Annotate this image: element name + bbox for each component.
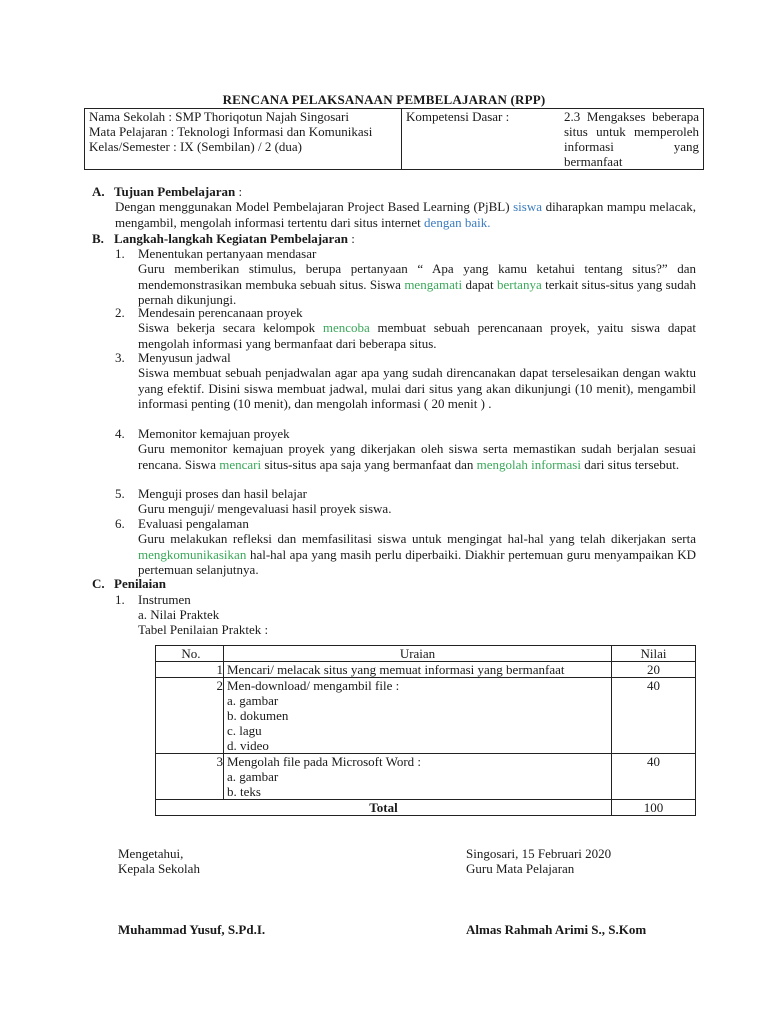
section-c-heading: C. Penilaian (92, 576, 167, 591)
row-number: 2 (156, 678, 224, 754)
headmaster-title: Kepala Sekolah (118, 861, 200, 876)
row-number: 1 (156, 662, 224, 678)
section-c-title: Penilaian (114, 576, 167, 591)
step-title: Menyusun jadwal (138, 350, 231, 365)
row-score: 20 (612, 662, 696, 678)
table-row (156, 662, 696, 678)
step-text: Guru memonitor kemajuan proyek yang dikerjakan oleh siswa serta memastikan sudah berjalan sesuai rencana. Siswa mencari situs-situs apa saja yang bermanfaat dan mengolah informasi dari situs tersebut. (138, 441, 696, 472)
step-number: 2. (115, 305, 125, 320)
highlight-mencoba: mencoba (322, 320, 370, 335)
subject-name: Mata Pelajaran : Teknologi Informasi dan Komunikasi (89, 124, 373, 139)
instrument-number: 1. (115, 592, 125, 607)
table-caption: Tabel Penilaian Praktek : (138, 622, 269, 637)
highlight-mengkomunikasikan: mengkomunikasikan (138, 546, 247, 562)
assessment-table (155, 645, 696, 816)
total-value: 100 (612, 800, 696, 816)
instrument-title: Instrumen (138, 592, 191, 607)
table-total-row (156, 800, 696, 816)
practice-score-label: a. Nilai Praktek (138, 607, 220, 622)
school-info-cell (85, 109, 402, 170)
acknowledged-label: Mengetahui, (118, 846, 184, 861)
table-row (156, 754, 696, 800)
step-title: Menguji proses dan hasil belajar (138, 486, 307, 501)
header-no: No. (156, 646, 224, 662)
step-title: Mendesain perencanaan proyek (138, 305, 303, 320)
table-row (156, 678, 696, 754)
row-description: Men-download/ mengambil file : a. gambar b. dokumen c. lagu d. video (224, 678, 612, 754)
step-text: Guru melakukan refleksi dan memfasilitasi siswa untuk mengingat hal-hal yang telah dikerjakan serta mengkomunikasikan hal-hal apa yang masih perlu diperbaiki. Diakhir pertemuan guru menyampaikan KD pertemuan selanjutnya. (138, 531, 696, 577)
section-a-title: Tujuan Pembelajaran (114, 184, 236, 199)
teacher-title: Guru Mata Pelajaran (466, 861, 575, 876)
highlight-dengan-baik: dengan baik. (424, 214, 491, 230)
step-number: 1. (115, 246, 125, 261)
school-name: Nama Sekolah : SMP Thoriqotun Najah Singosari (89, 109, 349, 124)
section-b-heading: B. Langkah-langkah Kegiatan Pembelajaran : (92, 231, 355, 246)
section-a-text: Dengan menggunakan Model Pembelajaran Project Based Learning (PjBL) siswa diharapkan mampu melacak, mengambil, mengolah informasi tertentu dari situs internet dengan baik. (115, 199, 696, 230)
section-b-title: Langkah-langkah Kegiatan Pembelajaran (114, 231, 349, 246)
table-header-row (156, 646, 696, 662)
section-a-heading: A. Tujuan Pembelajaran : (92, 184, 243, 199)
step-text: Siswa bekerja secara kelompok mencoba membuat sebuah perencanaan proyek, yaitu siswa dapat mengolah informasi yang bermanfaat dari beberapa situs. (138, 320, 696, 351)
header-table (84, 108, 704, 170)
step-number: 6. (115, 516, 125, 531)
highlight-mencari: mencari (219, 456, 262, 472)
step-title: Menentukan pertanyaan mendasar (138, 246, 317, 261)
header-nilai: Nilai (612, 646, 696, 662)
step-title: Evaluasi pengalaman (138, 516, 249, 531)
highlight-bertanya: bertanya (496, 276, 542, 292)
step-number: 5. (115, 486, 125, 501)
step-title: Memonitor kemajuan proyek (138, 426, 290, 441)
step-number: 4. (115, 426, 125, 441)
step-text: Siswa membuat sebuah penjadwalan agar apa yang sudah direncanakan dapat terselesaikan dengan waktu yang efektif. Disini siswa membuat jadwal, mulai dari situs yang akan dikunjungi (10 menit), mengambil informasi penting (10 menit), dan mengolah informasi ( 20 menit ) . (138, 365, 696, 411)
highlight-mengolah-informasi: mengolah informasi (476, 456, 581, 472)
row-score: 40 (612, 678, 696, 754)
total-label: Total (156, 800, 612, 816)
class-semester: Kelas/Semester : IX (Sembilan) / 2 (dua) (89, 139, 302, 154)
header-uraian: Uraian (224, 646, 612, 662)
step-number: 3. (115, 350, 125, 365)
place-date: Singosari, 15 Februari 2020 (466, 846, 612, 861)
row-number: 3 (156, 754, 224, 800)
step-text: Guru menguji/ mengevaluasi hasil proyek siswa. (138, 501, 392, 516)
row-description: Mengolah file pada Microsoft Word : a. gambar b. teks (224, 754, 612, 800)
competency-value: 2.3 Mengakses beberapa situs untuk memperoleh informasi yang bermanfaat (564, 109, 699, 169)
step-text: Guru memberikan stimulus, berupa pertanyaan “ Apa yang kamu ketahui tentang situs?” dan mendemonstrasikan membuka sebuah situs. Siswa mengamati dapat bertanya terkait situs-situs yang sudah pernah dikunjungi. (138, 261, 696, 307)
highlight-siswa: siswa (513, 199, 543, 214)
row-score: 40 (612, 754, 696, 800)
document-title: RENCANA PELAKSANAAN PEMBELAJARAN (RPP) (222, 92, 546, 107)
competency-cell (402, 109, 704, 170)
row-description: Mencari/ melacak situs yang memuat informasi yang bermanfaat (224, 662, 612, 678)
teacher-name: Almas Rahmah Arimi S., S.Kom (466, 922, 647, 937)
highlight-mengamati: mengamati (404, 276, 463, 292)
competency-label: Kompetensi Dasar : (406, 109, 510, 124)
headmaster-name: Muhammad Yusuf, S.Pd.I. (118, 922, 266, 937)
